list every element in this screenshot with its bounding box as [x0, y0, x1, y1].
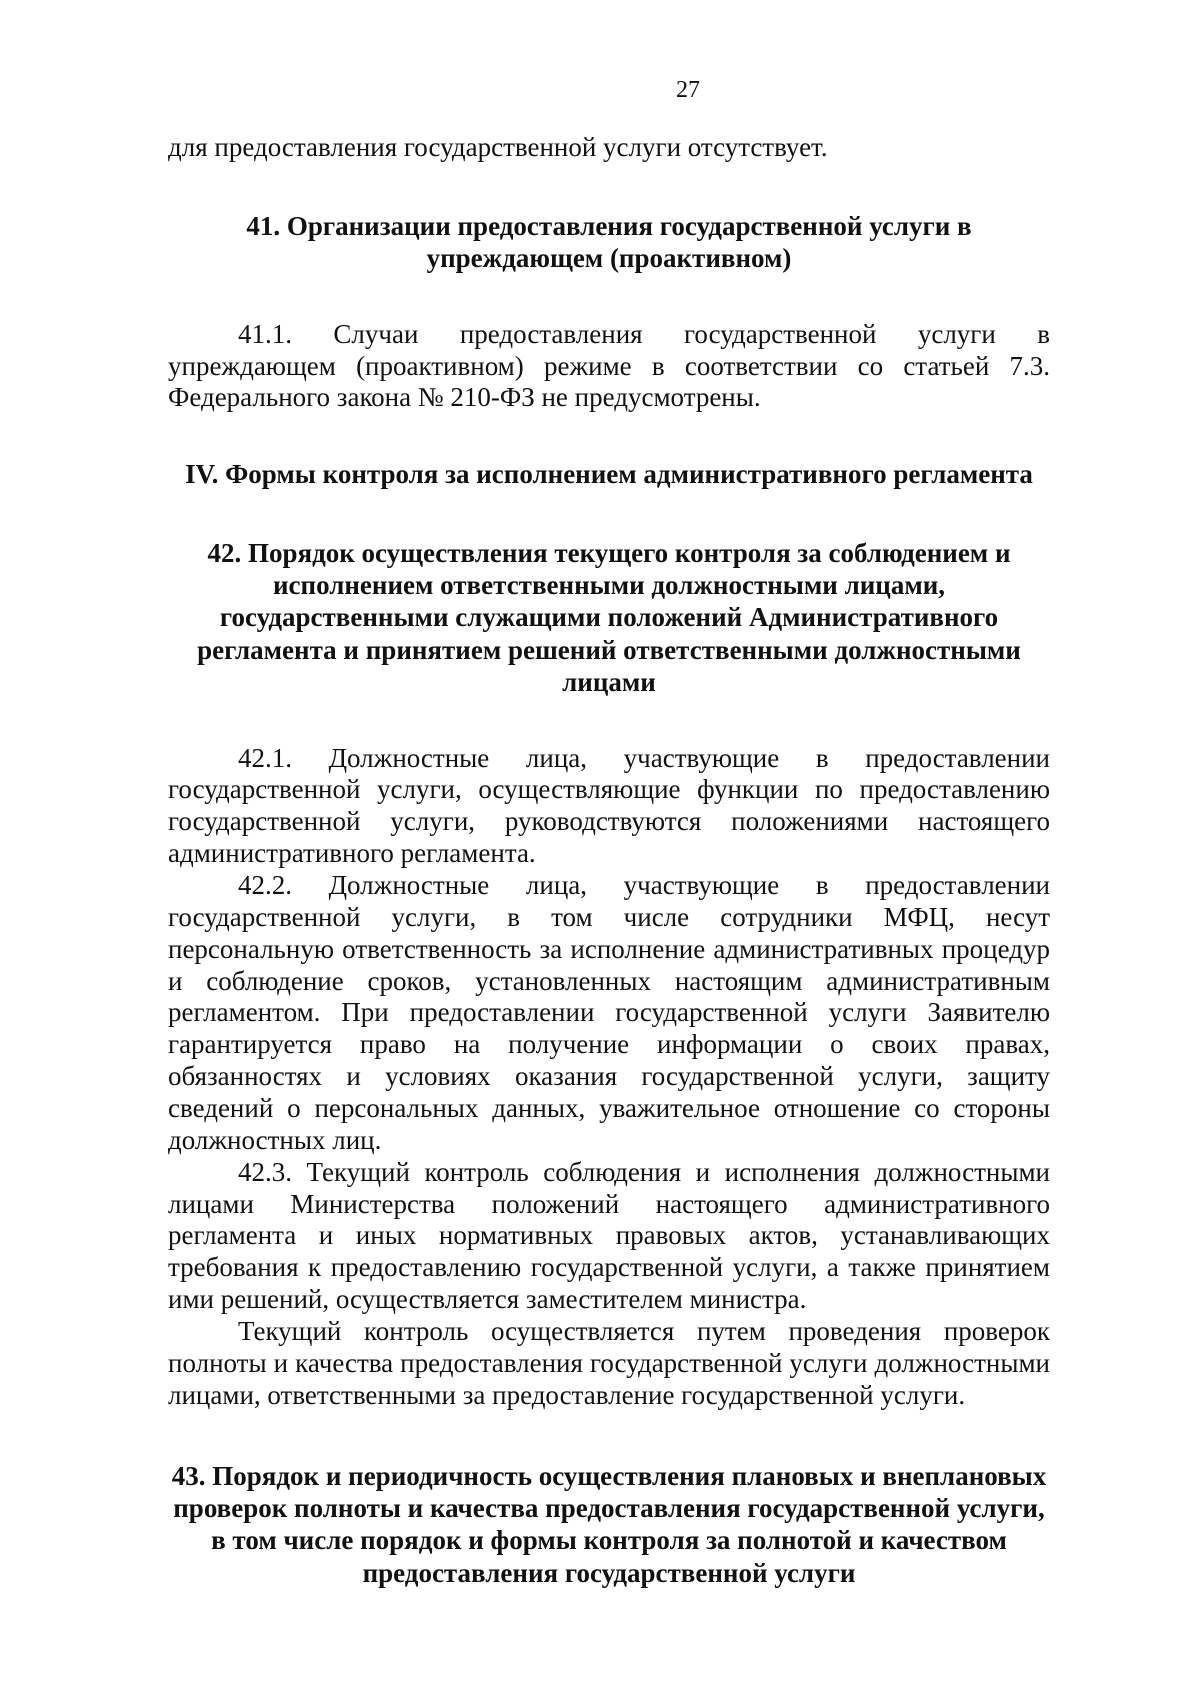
- page-content: [168, 132, 1050, 1589]
- section-42-heading: 42. Порядок осуществления текущего контроля за соблюдением и исполнением ответственными должностными лицами, государственными служащими положений Административного регламента и принятием решений ответственными должностными лицами: [197, 537, 1021, 698]
- section-41-heading: 41. Организации предоставления государственной услуги в упреждающем (проактивном): [246, 210, 972, 274]
- paragraph-42-2: 42.2. Должностные лица, участвующие в предоставлении государственной услуги, в том числе сотрудники МФЦ, несут персональную ответственность за исполнение административных процедур и соблюдение сроков, установленных настоящим административным регламентом. При предоставлении государственной услуги Заявителю гарантируется право на получение информации о своих правах, обязанностях и условиях оказания государственной услуги, защиту сведений о персональных данных, уважительное отношение со стороны должностных лиц.: [168, 870, 1050, 1155]
- paragraph-42-4: Текущий контроль осуществляется путем проведения проверок полноты и качества предоставления государственной услуги должностными лицами, ответственными за предоставление государственной услуги.: [168, 1316, 1050, 1410]
- paragraph-41-1: 41.1. Случаи предоставления государственной услуги в упреждающем (проактивном) режиме в соответствии со статьей 7.3. Федерального закона № 210-ФЗ не предусмотрены.: [168, 318, 1050, 413]
- paragraph-42-3: 42.3. Текущий контроль соблюдения и исполнения должностными лицами Министерства положений настоящего административного регламента и иных нормативных правовых актов, устанавливающих требования к предоставлению государственной услуги, а также принятием ими решений, осуществляется заместителем министра.: [168, 1156, 1050, 1315]
- intro-line: для предоставления государственной услуги отсутствует.: [168, 132, 828, 162]
- page-number: 27: [676, 77, 700, 103]
- section-iv-heading: IV. Формы контроля за исполнением административного регламента: [185, 459, 1033, 490]
- paragraph-42-1: 42.1. Должностные лица, участвующие в предоставлении государственной услуги, осуществляющие функции по предоставлению государственной услуги, руководствуются положениями настоящего административного регламента.: [168, 742, 1050, 869]
- section-43-heading: 43. Порядок и периодичность осуществления плановых и внеплановых проверок полноты и качества предоставления государственной услуги, в том числе порядок и формы контроля за полнотой и качеством предоставления государственной услуги: [171, 1460, 1047, 1588]
